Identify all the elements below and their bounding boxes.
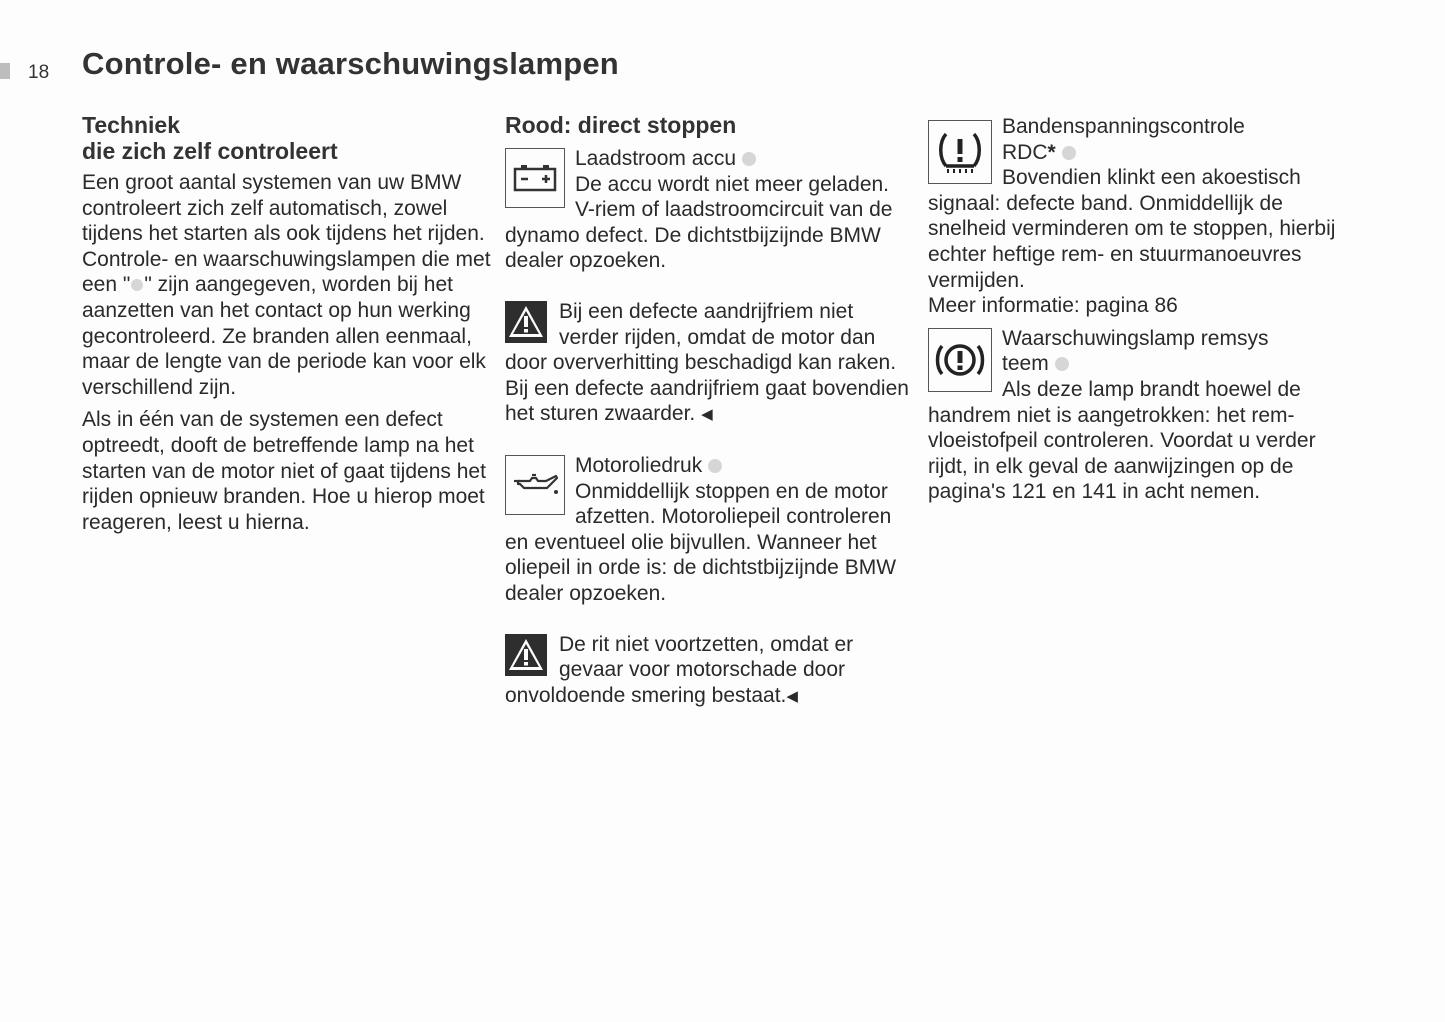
brake-warning-lamp-entry: Waarschuwingslamp remsys teem Als deze lamp brandt hoewel de handrem niet is aangetrokken: het remvloeistofpeil controleren. Voordat u verder rijdt, in elk geval de aanwijzingen op de pagina's 121 en 141 in acht nemen. [928,326,1340,505]
battery-icon [505,148,565,208]
indicator-dot-icon [131,279,143,291]
end-marker: ◀ [701,406,713,424]
brake-warning-lamp-title: Waarschuwingslamp remsys [1002,326,1269,350]
indicator-dot-icon [1062,146,1076,160]
tire-pressure-lamp-text: Bovendien klinkt een akoestisch signaal: defecte band. Onmiddellijk de snelheid verminderen om te stoppen, hierbij echter heftige rem- en stuurmanoeuvres vermijden. [928,166,1336,292]
column-technology [82,112,492,535]
warning-triangle-icon [505,301,547,343]
oil-warning-text: De rit niet voortzetten, omdat er gevaar voor motorschade door onvoldoende smering bestaat. [505,632,854,707]
tire-pressure-lamp-entry: Bandenspanningscontrole RDC* Bovendien klinkt een akoestisch signaal: defecte band. Onmiddellijk de snelheid verminderen om te stoppen, hierbij echter heftige rem- en stuurmanoeuvres vermijden. Meer informatie: pagina 86 [928,114,1340,319]
tire-pressure-lamp-title: Bandenspanningscontrole [1002,115,1245,138]
option-star: * [1047,140,1056,164]
battery-lamp-title: Laadstroom accu [575,147,737,170]
column-tire-brake [928,114,1340,505]
section-heading-red-stop: Rood: direct stoppen [505,112,737,138]
oil-pressure-lamp-title: Motoroliedruk [575,453,703,477]
belt-warning-note [505,299,910,428]
page-edge-marker [0,63,10,79]
oil-warning-note [505,632,910,710]
belt-warning-text: Bij een defecte aandrijfriem niet verder rijden, omdat de motor dan door oververhitting beschadigd kan raken. Bij een defecte aandrijfriem gaat bovendien het sturen zwaarder. [505,299,909,426]
indicator-dot-icon [742,152,756,166]
end-marker: ◀ [786,687,798,705]
tire-pressure-more-info: Meer informatie: pagina 86 [928,294,1178,318]
tire-pressure-icon [928,120,992,184]
oil-can-icon [505,455,565,515]
section-heading-technology: Techniek die zich zelf controleert [82,112,338,164]
oil-pressure-lamp-entry [505,453,910,607]
column-red-stop [505,112,910,709]
brake-warning-lamp-text: Als deze lamp brandt hoewel de handrem niet is aangetrokken: het remvloeistofpeil controleren. Voordat u verder rijdt, in elk geval de aanwijzingen op de pagina's 121 en 141 in acht nemen. [928,377,1316,504]
brake-warning-icon [928,328,992,392]
battery-lamp-entry [505,146,910,274]
page-number: 18 [28,62,50,83]
page-title: Controle- en waarschuwingslampen [82,46,619,81]
defect-paragraph: Als in één van de systemen een defect optreedt, dooft de betreffende lamp na het starten van de motor niet of gaat tijdens het rijden opnieuw branden. Hoe u hierop moet reageren, leest u hierna. [82,408,486,534]
battery-lamp-text: De accu wordt niet meer geladen. V-riem of laadstroomcircuit van de dynamo defect. De dichtstbijzijnde BMW dealer opzoeken. [505,172,893,273]
intro-paragraph: Een groot aantal systemen van uw BMW controleert zich zelf automatisch, zowel tijdens het starten als ook tijdens het rijden. Controle- en waarschuwingslampen die met een " " zijn aangegeven, worden bij het aanzetten van het contact op hun werking gecontroleerd. Ze branden allen eenmaal, maar de lengte van de periode kan voor elk verschillend zijn. [82,171,491,399]
indicator-dot-icon [708,459,722,473]
warning-triangle-icon [505,634,547,676]
oil-pressure-lamp-text: Onmiddellijk stoppen en de motor afzetten. Motoroliepeil controleren en eventueel olie bijvullen. Wanneer het oliepeil in orde is: de dichtstbijzijnde BMW dealer opzoeken. [505,479,897,605]
indicator-dot-icon [1055,357,1069,371]
